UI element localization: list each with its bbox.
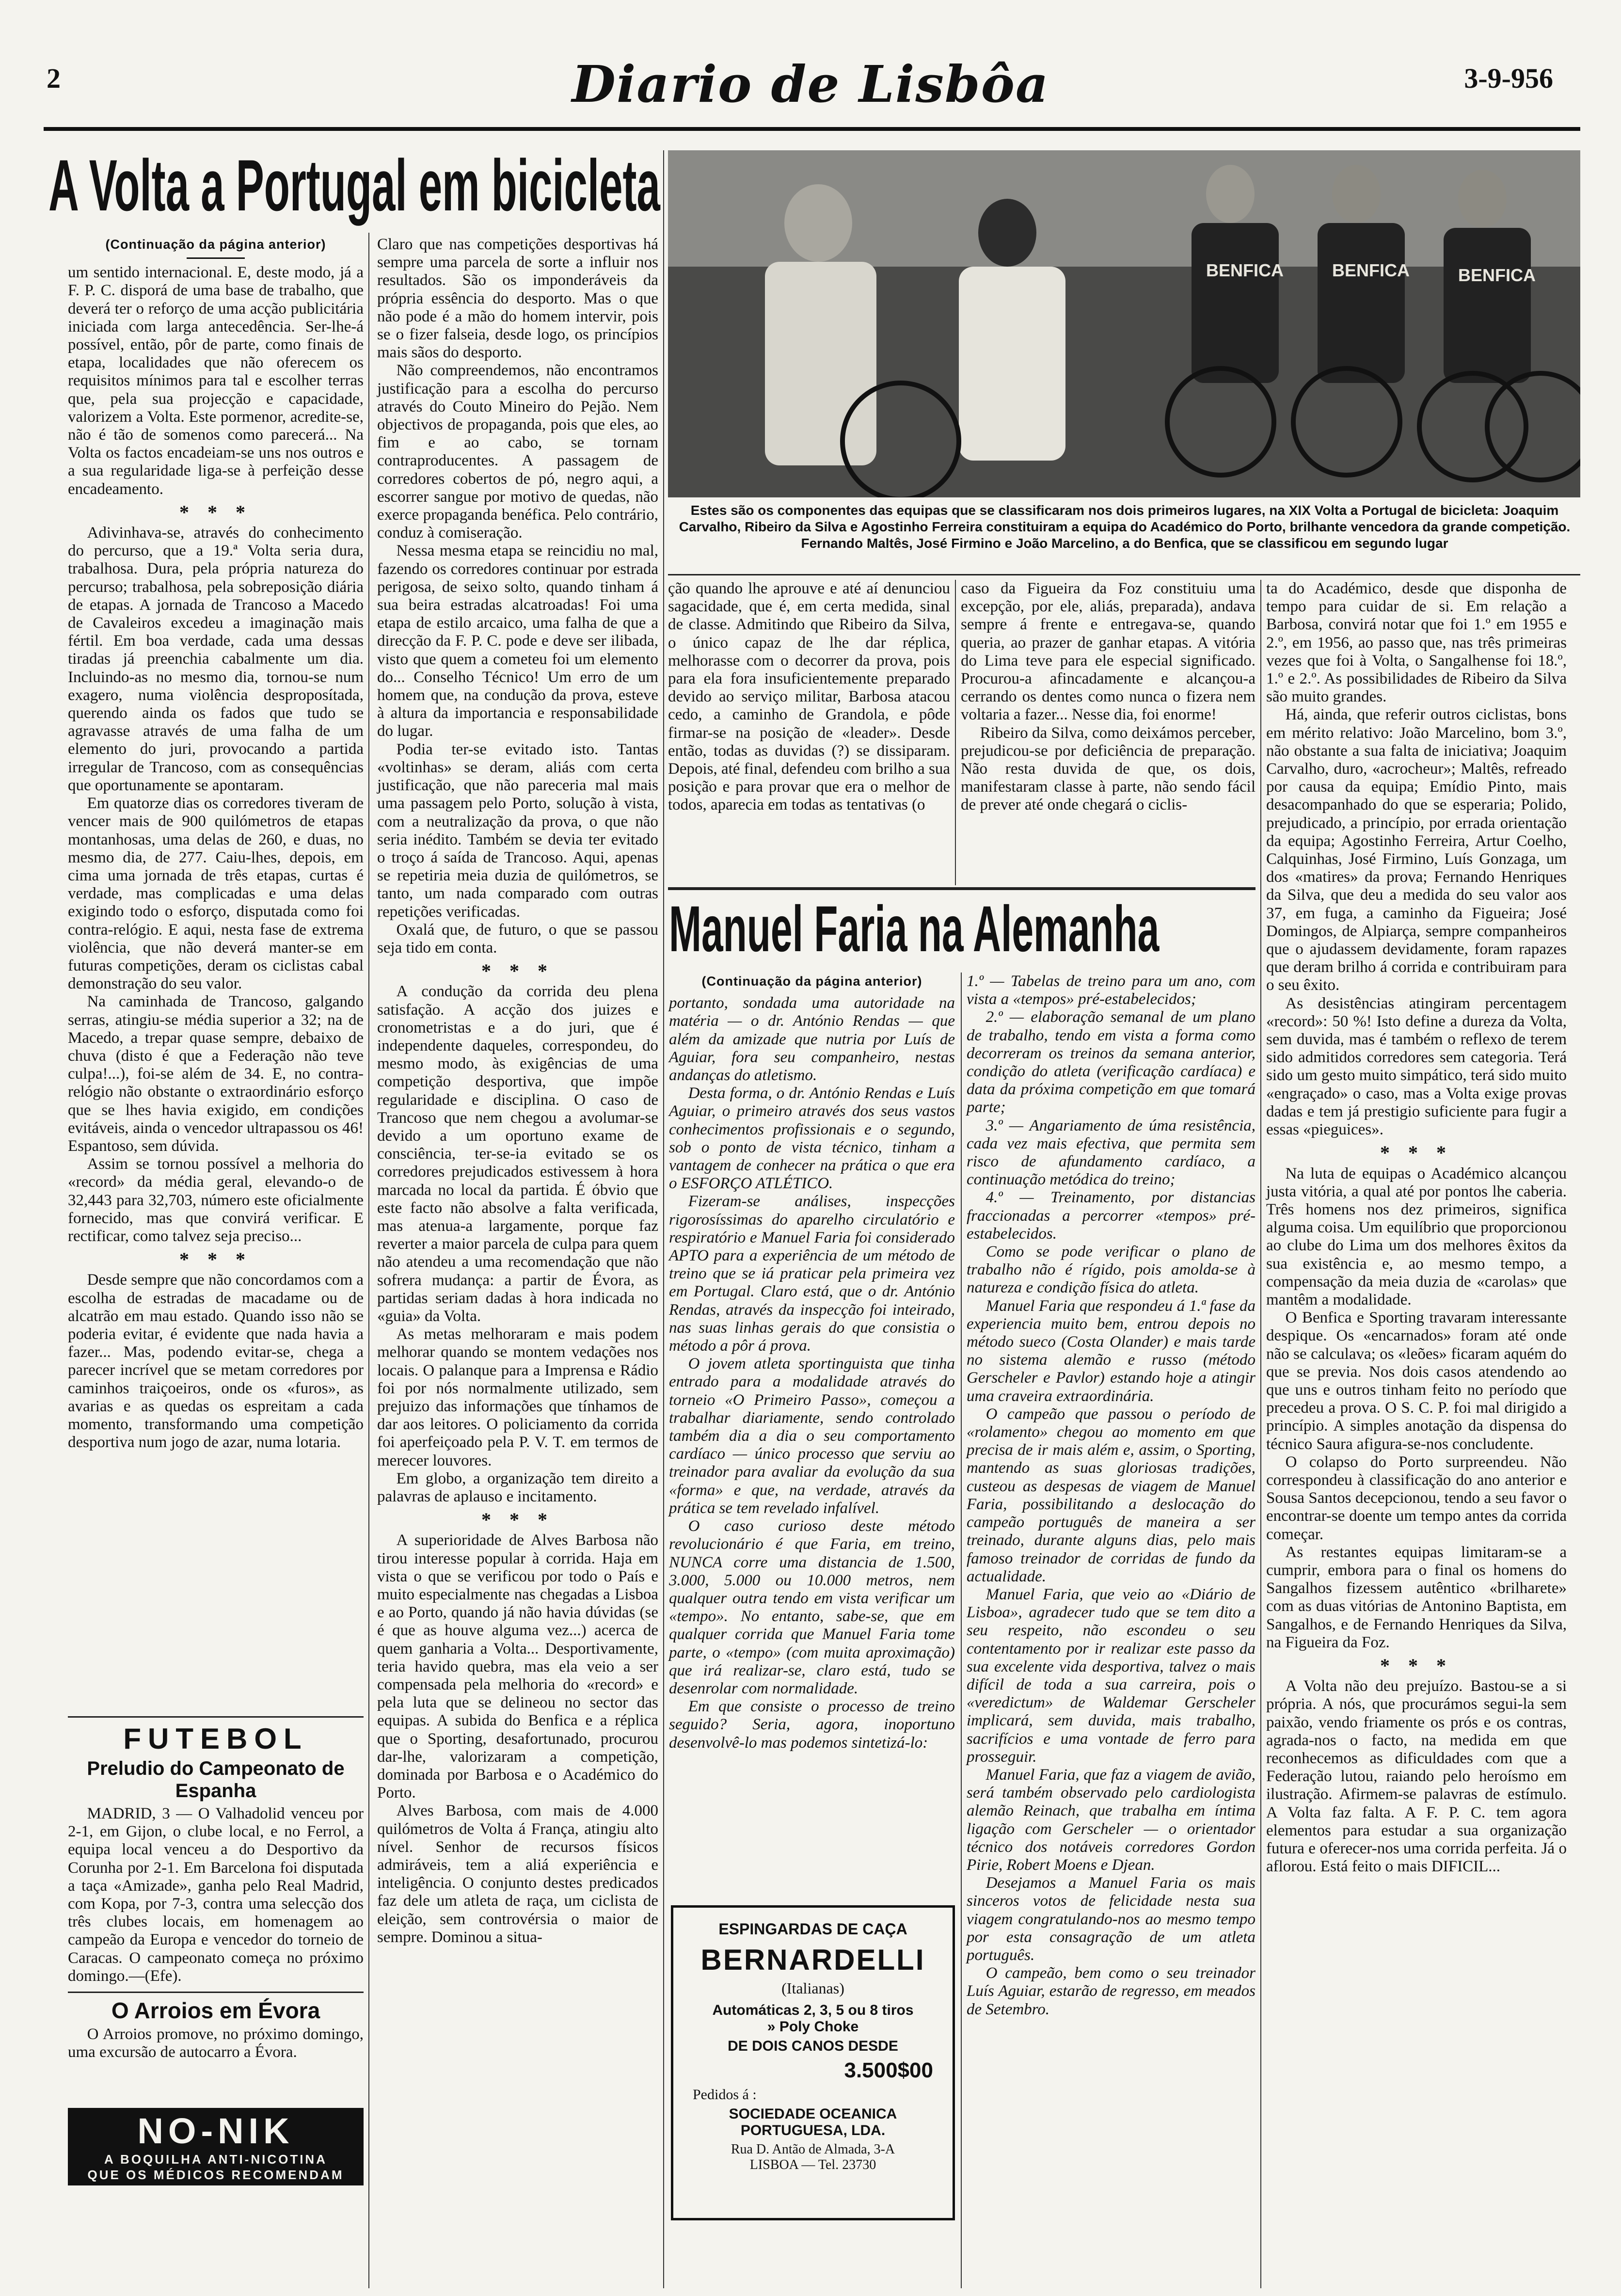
ad-price: 3.500$00: [844, 2058, 933, 2082]
paragraph: O campeão, bem como o seu treinador Luís Aguiar, estarão de regresso, em meados de Setembro.: [967, 1964, 1255, 2018]
ad-line: Pedidos á :: [693, 2087, 757, 2103]
section-separator: * * *: [179, 1248, 252, 1271]
paragraph: Em quatorze dias os corredores tiveram de vencer mais de 900 quilómetros de etapas montanhosas, uma delas de 260, e duas, no mesmo dia, de 277. Caiu-lhes, depois, em cima uma jornada de três etapas, curtas é verdade, mas complicadas e uma delas exigindo todo o esforço, disputada como foi contra-relógio. E aqui, nesta fase de extrema violência, que não deverá manter-se em futuras competições, deram os ciclistas cabal demonstração do seu valor.: [68, 795, 364, 993]
paragraph: Manuel Faria, que faz a viagem de avião, será também observado pelo cardiologista alemão Reinach, que trabalha em íntima ligação com Gerscheler — o orientador técnico dos notáveis corredores Gordon Pirie, Robert Moens e Djean.: [967, 1766, 1255, 1874]
photo-caption: Estes são os componentes das equipas que se classificaram nos dois primeiros lugares, na XIX Volta a Portugal de bicicleta: Joaquim Carvalho, Ribeiro da Silva e Agostinho Ferreira constituiram a equipa do Académico do Porto, brilhante vencedora da grande competição. Fernando Maltês, José Firmino e João Marcelino, a do Benfica, que se classificou em segundo lugar: [679, 503, 1571, 551]
paragraph: Na luta de equipas o Académico alcançou justa vitória, a qual até por pontos lhe caberia. Três homens nos dez primeiros, significa alguma coisa. Um equilíbrio que proporcionou ao clube do Lima um dos melhores êxitos da sua existência e, ao mesmo tempo, a compensação da meia duzia de «carolas» que mantêm a modalidade.: [1266, 1164, 1567, 1308]
paragraph: Como se pode verificar o plano de trabalho não é rígido, pois amolda-se à natureza e condição física do atleta.: [967, 1243, 1255, 1297]
jersey-label: BENFICA: [1206, 260, 1284, 280]
ad-line: Rua D. Antão de Almada, 3-A: [731, 2142, 895, 2157]
paragraph: 2.º — elaboração semanal de um plano de trabalho, tendo em vista a forma como decorreram os treinos da semana anterior, condição do atleta (verificação cardíaca) e data da próxima competição em que tomará parte;: [967, 1008, 1255, 1116]
nonik-title: NO-NIK: [137, 2111, 294, 2151]
paragraph: Alves Barbosa, com mais de 4.000 quilómetros de Volta á França, atingiu alto nível. Senhor de recursos físicos admiráveis, tem a aliá experiência e inteligência. O conjunto destes predicados faz dele um atleta de raça, um ciclista de eleição, sem controvérsia o maior de sempre. Dominou a situa-: [377, 1802, 658, 1946]
paragraph: Desejamos a Manuel Faria os mais sinceros votos de felicidade nesta sua viagem congratulando-nos ao mesmo tempo por esta consagração de um atleta português.: [967, 1874, 1255, 1964]
nonik-ad: [68, 2108, 364, 2185]
paragraph: Fizeram-se análises, inspecções rigorosíssimas do aparelho circulatório e respiratório e Manuel Faria foi considerado APTO para a experiência de um método de treino que se iá praticar pela primeira vez em Portugal. Claro está, que o dr. António Rendas, através da inspecção foi inteirado, nas suas linhas gerais do que consistia o método a pôr á prova.: [669, 1193, 955, 1355]
ad-line: Automáticas 2, 3, 5 ou 8 tiros: [712, 2002, 914, 2018]
paragraph: O colapso do Porto surpreendeu. Não correspondeu à classificação do ano anterior e Sousa Santos decepcionou, tendo a seu favor o encontrar-se doente um tempo antes da corrida começar.: [1266, 1453, 1567, 1543]
paragraph: portanto, sondada uma autoridade na matéria — o dr. António Rendas — que além da amizade que nutria por Luís de Aguiar, fora seu companheiro, nestas andanças do atletismo.: [669, 994, 955, 1084]
masthead-rule: [44, 127, 1580, 131]
paragraph: O Benfica e Sporting travaram interessante despique. Os «encarnados» foram até onde não se calculava; os «leões» ficaram aquém do que se previa. Nos dois casos atendendo ao que uns e outros tinham feito no período que precedeu a prova. O S. C. P. foi mal dirigido a princípio. A simples anotação da dispensa do técnico Saura afigura-se-nos concludente.: [1266, 1309, 1567, 1453]
column-rule: [955, 580, 956, 885]
jersey-label: BENFICA: [1458, 265, 1536, 285]
paragraph: ção quando lhe aprouve e até aí denunciou sagacidade, que é, em certa medida, sinal de classe. Admitindo que Ribeiro da Silva, o único capaz de lhe dar réplica, melhorasse com o decorrer da prova, pois para ela fora insuficientemente preparado devido ao serviço militar, Barbosa atacou cedo, a caminho de Grandola, e pôde firmar-se na posição de «leader». Desde então, todas as duvidas (?) se dissiparam. Depois, até final, defendeu com brilho a sua posição e para provar que era o melhor de todos, aparecia em todas as tentativas (o: [668, 580, 950, 814]
arroios-title: O Arroios em Évora: [111, 1998, 320, 2023]
ad-brand: BERNARDELLI: [700, 1944, 925, 1976]
ad-line: LISBOA — Tel. 23730: [749, 2157, 876, 2172]
jersey-label: BENFICA: [1332, 260, 1410, 280]
paragraph: Desta forma, o dr. António Rendas e Luís Aguiar, o primeiro através dos seus vastos conhecimentos profissionais e o segundo, sob o ponto de vista técnico, tinham a vantagem de conhecer na prática o que era o ESFORÇO ATLÉTICO.: [669, 1084, 955, 1193]
faria-column-1: [669, 973, 955, 1752]
faria-headline: Manuel Faria na Alemanha: [669, 893, 1160, 965]
paragraph: Oxalá que, de futuro, o que se passou seja tido em conta.: [377, 921, 658, 957]
paragraph: O Arroios promove, no próximo domingo, uma excursão de autocarro a Évora.: [68, 2025, 364, 2061]
continuation-note: (Continuação da página anterior): [105, 237, 326, 252]
ad-line: DE DOIS CANOS DESDE: [728, 2038, 898, 2054]
section-separator: * * *: [1380, 1654, 1453, 1676]
nonik-line-1: A BOQUILHA ANTI-NICOTINA: [104, 2152, 327, 2167]
paragraph: um sentido internacional. E, deste modo, já a F. P. C. disporá de uma base de trabalho, que deverá ter o reforço de uma acção publicitária iniciada com larga antecedência. Ser-lhe-á possível, então, pôr de parte, como finais de etapa, localidades que não oferecem os requisitos mínimos para tal e escolher terras que, pela sua projecção e capacidade, valorizem a Volta. Este pormenor, acredite-se, não é tão de somenos como parecerá... Na Volta os factos encadeiam-se uns nos outros e a sua regularidade liga-se à perfeição desse encadeamento.: [68, 264, 364, 498]
futebol-title: FUTEBOL: [123, 1722, 308, 1755]
arroios-notice: [68, 1999, 364, 2061]
box-rule: [68, 1716, 364, 1718]
futebol-subhead: Preludio do Campeonato de Espanha: [87, 1758, 345, 1802]
paragraph: Desde sempre que não concordamos com a escolha de estradas de macadame ou de alcatrão em mau estado. Quando isso não se poderia evitar, é evidente que nada havia a fazer... Mas, podendo evitar-se, chega a parecer incrível que se metam corredores por caminhos traiçoeiros, onde os «furos», as avarias e as quedas os espreitam a cada momento, transformando uma competição desportiva num jogo de azar, numa lotaria.: [68, 1271, 364, 1451]
page-number: 2: [47, 63, 61, 94]
ad-line: PORTUGUESA, LDA.: [740, 2122, 886, 2138]
column-rule: [663, 150, 664, 2288]
section-separator: * * *: [481, 1509, 554, 1531]
paragraph: Ribeiro da Silva, como deixámos perceber, prejudicou-se por deficiência de preparação. Não resta duvida de que, os dois, manifestaram classe à parte, não sendo fácil de prever até onde chegará o ciclis-: [961, 724, 1255, 814]
section-rule: [668, 887, 1255, 890]
paragraph: Nessa mesma etapa se reincidiu no mal, fazendo os corredores continuar por estrada perigosa, de seixo solto, quando tinham á sua beira estradas alcatroadas! Foi uma etapa de estilo arcaico, uma falha de que a direcção da F. P. C. pode e deve ser ilibada, visto que quem a cometeu foi um elemento do... Conselho Técnico! Um erro de um homem que, na condução da prova, esteve à altura da importancia e responsabilidade do lugar.: [377, 542, 658, 740]
ad-line: » Poly Choke: [767, 2019, 859, 2035]
section-separator: * * *: [1380, 1142, 1453, 1164]
box-rule: [68, 1992, 364, 1993]
volta-column-4: [961, 580, 1255, 814]
team-photo: [668, 150, 1580, 497]
paragraph: O jovem atleta sportinguista que tinha entrado para a modalidade através do torneio «O Primeiro Passo», começou a trabalhar diariamente, sendo controlado também dia a dia o seu comportamento cardíaco — único processo que serviu ao treinador para avaliar da evolução da sua «forma» e que, na verdade, através da prática se tem revelado infalível.: [669, 1355, 955, 1517]
divider: [187, 257, 245, 259]
column-rule: [1260, 580, 1261, 2288]
paragraph: 4.º — Treinamento, por distancias fraccionadas a percorrer «tempos» pré-estabelecidos.: [967, 1189, 1255, 1243]
paragraph: Em globo, a organização tem direito a palavras de aplauso e incitamento.: [377, 1469, 658, 1506]
paragraph: As desistências atingiram percentagem «record»: 50 %! Isto define a dureza da Volta, sem duvida, mas é também o reflexo de terem sido admitidos corredores sem categoria. Terá sido um gesto muito simpático, terá sido muito «engraçado» o caso, mas a Volta exige provas dadas e tem já prestigio suficiente para fugir a essas «pieguices».: [1266, 994, 1567, 1139]
paragraph: Em que consiste o processo de treino seguido? Seria, agora, inoportuno desenvolvê-lo mas podemos sintetizá-lo:: [669, 1698, 955, 1752]
continuation-note: (Continuação da página anterior): [701, 974, 922, 989]
newspaper-title: Diario de Lisbôa: [572, 54, 1049, 114]
ad-line: ESPINGARDAS DE CAÇA: [718, 1920, 907, 1938]
futebol-body: [68, 1805, 364, 1985]
cyclists-illustration: [668, 150, 1580, 497]
paragraph: As metas melhoraram e mais podem melhorar quando se montem vedações nos locais. O palanque para a Imprensa e Rádio foi por nós normalmente utilizado, sem prejuizo das informações que tínhamos de dar aos leitores. O policiamento da corrida foi aperfeiçoado pela P. V. T. em termos de merecer louvores.: [377, 1325, 658, 1469]
paragraph: 3.º — Angariamento de úma resistência, cada vez mais efectiva, que permita sem risco de afundamento cardíaco, a continuação metódica do treino;: [967, 1116, 1255, 1189]
arroios-body: [68, 2025, 364, 2061]
paragraph: O caso curioso deste método revolucionário é que Faria, em treino, NUNCA corre uma distancia de 1.500, 3.000, 5.000 ou 10.000 metros, nem qualquer outra tendo em vista verificar um «tempo». No entanto, sabe-se, que em qualquer corrida que Manuel Faria tome parte, o «tempo» (com muita aproximação) que irá realizar-se, claro está, tudo se desenrolar com normalidade.: [669, 1517, 955, 1697]
paragraph: As restantes equipas limitaram-se a cumprir, embora para o final os homens do Sangalhos fizessem autêntico «brilharete» com as duas vitórias de Antonino Baptista, em Sangalhos, e de Fernando Henriques da Silva, na Figueira da Foz.: [1266, 1543, 1567, 1651]
section-separator: * * *: [481, 960, 554, 982]
paragraph: Não compreendemos, não encontramos justificação para a escolha do percurso através do Couto Mineiro do Pejão. Nem objectivos de propaganda, pois que eles, ao fim e ao cabo, se tornam contraproducentes. A passagem de corredores cobertos de pó, negro aqui, a escorrer sangue por motivo de quedas, não exerce propaganda benéfica. Pelo contrário, conduz à comiseração.: [377, 362, 658, 542]
nonik-line-2: QUE OS MÉDICOS RECOMENDAM: [87, 2168, 344, 2182]
paragraph: ta do Académico, desde que disponha de tempo para cuidar de si. Em relação a Barbosa, convirá notar que foi 1.º em 1955 e 2.º, em 1956, ao passo que, nas três primeiras vezes que foi à Volta, o Sangalhense foi 18.º, 1.º e 2.º. As possibilidades de Ribeiro da Silva são muito grandes.: [1266, 580, 1567, 706]
paragraph: Manuel Faria que respondeu á 1.ª fase da experiencia muito bem, entrou depois no método sueco (Costa Olander) e mais tarde no sistema alemão e russo (método Gerscheler e Pavlor) estando hoje a atingir uma craveira extraordinária.: [967, 1297, 1255, 1405]
paragraph: Adivinhava-se, através do conhecimento do percurso, que a 19.ª Volta seria dura, trabalhosa. Dura, pela própria natureza do percurso; trabalhosa, pela sobreposição diária de etapas. A jornada de Trancoso a Macedo de Cavaleiros excedeu a imaginação mais fértil. Em boa verdade, cada uma dessas tiradas já preenchia cabalmente um dia. Incluindo-as no mesmo dia, tornou-se num exagero, numa violência desproposítada, querendo ainda os fados que tudo se agravasse através de uma falha de um elemento do juri, provocando a partida irregular de Trancoso, com as consequências que oportunamente se apontaram.: [68, 524, 364, 794]
paragraph: Assim se tornou possível a melhoria do «record» da média geral, elevando-o de 32,443 para 32,703, número este oficialmente fornecido, mas que convirá verificar. E rectificar, como talvez seja preciso...: [68, 1155, 364, 1245]
volta-headline: A Volta a Portugal em bicicleta: [48, 144, 660, 226]
futebol-box: [68, 1722, 364, 1985]
paragraph: Manuel Faria, que veio ao «Diário de Lisboa», agradecer tudo que se tem dito a seu respeito, não escondeu o seu contentamento por ir realizar este passo da sua excelente vida desportiva, talvez o mais difícil de toda a sua carreira, pois o «veredictum» de Waldemar Gerscheler implicará, sem duvida, mais trabalho, sacrifícios e uma vontade de ferro para prosseguir.: [967, 1585, 1255, 1766]
faria-column-2: [967, 973, 1255, 2019]
ad-line: SOCIEDADE OCEANICA: [729, 2106, 897, 2122]
volta-column-5: [1266, 580, 1567, 1876]
paragraph: A condução da corrida deu plena satisfação. A acção dos juizes e cronometristas e a do juri, que é independente daqueles, correspondeu, do mesmo modo, às exigências de uma competição desportiva, que impõe regularidade e disciplina. O caso de Trancoso que nem chegou a avolumar-se devido a um oportuno exame de consciência, ter-se-ia evitado se os corredores prejudicados estivessem à hora marcada no local da partida. É óbvio que este facto não absolve a falta verificada, mas atenua-a largamente, porque faz reverter a maior parcela de culpa para quem não atendeu a uma recomendação que não sofrera mudança: a partir de Évora, as partidas seriam dadas à hora indicada no «guia» da Volta.: [377, 983, 658, 1325]
paragraph: 1.º — Tabelas de treino para um ano, com vista a «tempos» pré-estabelecidos;: [967, 973, 1255, 1008]
column-rule: [961, 973, 962, 2288]
paragraph: O campeão que passou o período de «rolamento» chegou ao momento em que precisa de ir mais além e, assim, o Sporting, mantendo as suas gloriosas tradições, custeou as despesas de viagem de Manuel Faria, possibilitando a deslocação do campeão português de maneira a ser treinado, durante alguns dias, pelo mais famoso treinador de corridas de fundo da actualidade.: [967, 1405, 1255, 1585]
paragraph: Claro que nas competições desportivas há sempre uma parcela de sorte a influir nos resultados. São os imponderáveis da própria essência do desporto. Mas o que não pode é a mão do homem intervir, pois se o fizer falseia, desde logo, os princípios mais sãos do desporto.: [377, 236, 658, 362]
column-rule: [368, 233, 369, 2288]
caption-rule: [668, 574, 1580, 575]
paragraph: caso da Figueira da Foz constituiu uma excepção, por ele, aliás, preparada), andava sempre á frente e entregava-se, quando queria, ao prazer de ganhar etapas. A vitória do Lima teve para ele especial significado. Procurou-a afincadamente e alcançou-a cerrando os dentes como nunca o fizera nem voltaria a fazer... Nesse dia, foi enorme!: [961, 580, 1255, 724]
volta-column-3: [668, 580, 950, 814]
volta-column-1: [68, 236, 364, 1451]
ad-line: (Italianas): [781, 1979, 844, 1997]
paragraph: Há, ainda, que referir outros ciclistas, bons em mérito relativo: João Marcelino, bom 3.º, não obstante a sua falta de iniciativa; Joaquim Carvalho, duro, «acrocheur»; Maltês, refreado por causa da equipa; Emídio Pinto, mais desacompanhado do que se esperaria; Polido, prejudicado, a princípio, por errada orientação da equipa; Agostinho Ferreira, Artur Coelho, Calquinhas, José Firmino, Luís Gonzaga, um dos «matires» da prova; Fernando Henriques da Silva, que deu a medida do seu valor aos 37, em fuga, a caminho da Figueira; José Domingos, de Alpiarça, sempre companheiros que o ajudassem devidamente, foram rapazes que deram brilho á corrida e contribuiram para o seu êxito.: [1266, 706, 1567, 994]
paragraph: Podia ter-se evitado isto. Tantas «voltinhas» se deram, aliás com certa justificação, que não pareceria mal mais uma passagem pelo Porto, solução à vista, com a neutralização da prova, o que não seria inédito. Também se devia ter evitado o troço á saída de Trancoso. Aqui, apenas se repetiria meia duzia de quilómetros, se tanto, um nada comparado com outras repetições verificadas.: [377, 740, 658, 921]
issue-date: 3-9-956: [1464, 63, 1553, 94]
section-separator: * * *: [179, 501, 252, 523]
paragraph: A Volta não deu prejuízo. Bastou-se a si própria. A nós, que procurámos segui-la sem paixão, vendo friamente os prós e os contras, agrada-nos o facto, na medida em que reconhecemos as dificuldades com que a Federação lutou, raiando pelo heroísmo em ilustração. Afirmem-se palavras de estímulo. A Volta faz falta. A F. P. C. tem agora elementos para estudar a sua organização futura e oferecer-nos uma corrida perfeita. Já o aflorou. Está feito o mais DIFICIL...: [1266, 1677, 1567, 1876]
paragraph: A superioridade de Alves Barbosa não tirou interesse popular à corrida. Haja em vista o que se verificou por todo o País e muito especialmente nas chegadas a Lisboa e ao Porto, quando já não havia dúvidas (se é que as houve alguma vez...) acerca de quem ganharia a Volta... Desportivamente, teria havido quebra, mas ela veio a ser compensada pela melhoria do «record» e pela luta que se delineou no sector das equipas. A subida do Benfica e a réplica que o Sporting, desafortunado, procurou dar-lhe, valorizaram a competição, dominada por Barbosa e o Académico do Porto.: [377, 1531, 658, 1802]
paragraph: Na caminhada de Trancoso, galgando serras, atingiu-se média superior a 32; na de Macedo, a trepar quase sempre, debaixo de chuva (disto é que a Federação não teve culpa!...), foi-se além de 34. E, no contra-relógio não obstante o extraordinário esforço que se lhes havia exigido, em condições evitáveis, ainda o vencedor ultrapassou os 46! Espantoso, sem dúvida.: [68, 993, 364, 1155]
paragraph: MADRID, 3 — O Valhadolid venceu por 2-1, em Gijon, o clube local, e no Ferrol, a equipa local venceu a do Desportivo da Corunha por 2-1. Em Barcelona foi disputada a taça «Amizade», ganha pelo Real Madrid, com Kopa, por 7-3, contra uma selecção dos três clubes locais, em homenagem ao campeão da Europa e vencedor do torneio de Caracas. O campeonato começa no próximo domingo.—(Efe).: [68, 1805, 364, 1985]
bernardelli-ad: [671, 1905, 955, 2220]
volta-column-2: [377, 236, 658, 1946]
